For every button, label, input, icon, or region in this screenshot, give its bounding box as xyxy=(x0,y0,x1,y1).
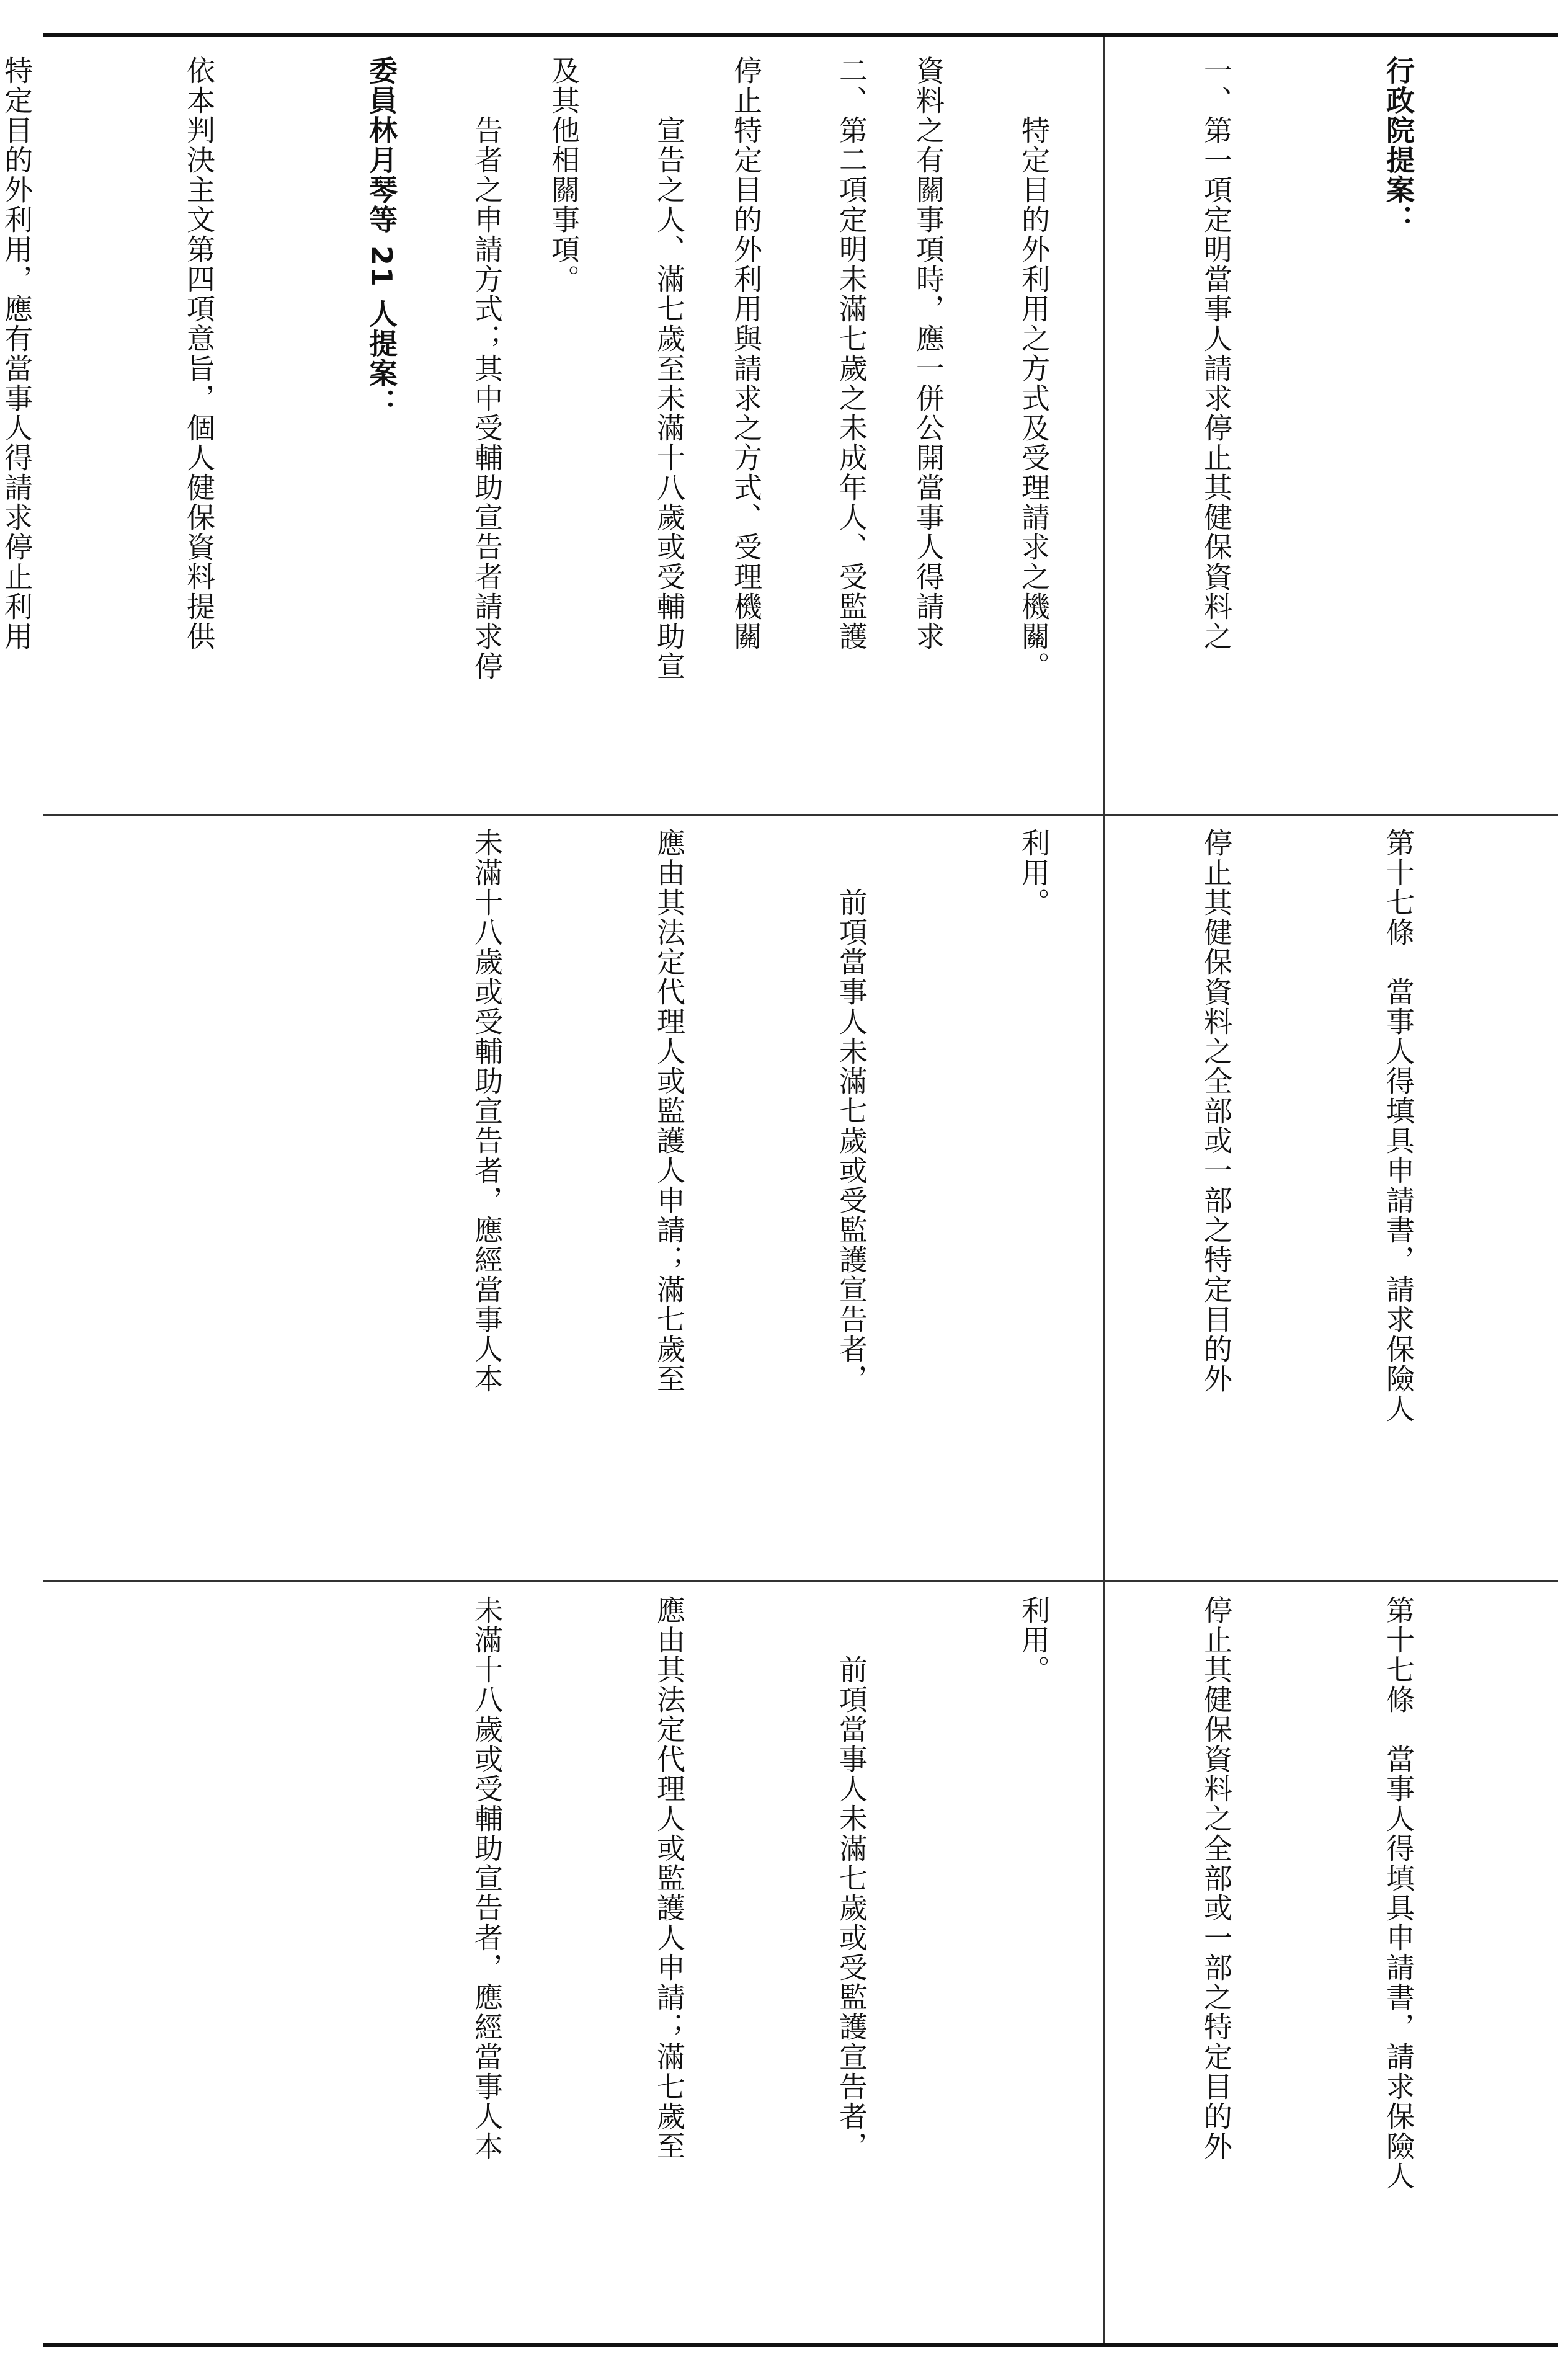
continuation-line-2: 停止特定目的外利用與請求之方式、受理機關 xyxy=(729,56,763,651)
row-separator-1 xyxy=(43,814,1558,816)
bottom-rule xyxy=(43,2343,1558,2347)
middle-line-4: 前項當事人未滿七歲或受監護宣告者， xyxy=(835,828,868,1394)
bottom-line-1: 第十七條 當事人得填具申請書，請求保險人 xyxy=(1382,1595,1415,2191)
article-17-middle xyxy=(470,828,1551,1569)
bottom-line-5: 應由其法定代理人或監護人申請；滿七歲至 xyxy=(652,1595,686,2161)
proposal-line-2: 特定目的外利用，應有當事人得請求停止利用 xyxy=(0,56,33,651)
proposal-title: 委員林月琴等 21 人提案： xyxy=(365,56,398,419)
executive-line-4: 宣告之人、滿七歲至未滿十八歲或受輔助宣 xyxy=(652,56,686,681)
continuation-line-1: 資料之有關事項時，應一併公開當事人得請求 xyxy=(912,56,945,651)
proposal-line-1: 依本判決主文第四項意旨，個人健保資料提供 xyxy=(182,56,216,651)
top-rule xyxy=(43,33,1558,37)
middle-line-3: 利用。 xyxy=(1017,828,1051,917)
bottom-line-3: 利用。 xyxy=(1017,1595,1051,1685)
executive-line-3: 二、第二項定明未滿七歲之未成年人、受監護 xyxy=(835,56,868,651)
bottom-line-2: 停止其健保資料之全部或一部之特定目的外 xyxy=(1200,1595,1233,2161)
executive-line-2: 特定目的外利用之方式及受理請求之機關。 xyxy=(1017,56,1051,681)
executive-line-5: 告者之申請方式；其中受輔助宣告者請求停 xyxy=(470,56,504,681)
middle-line-1: 第十七條 當事人得填具申請書，請求保險人 xyxy=(1382,828,1415,1424)
middle-line-6: 未滿十八歲或受輔助宣告者，應經當事人本 xyxy=(470,828,504,1394)
bottom-line-4: 前項當事人未滿七歲或受監護宣告者， xyxy=(835,1595,868,2161)
bottom-line-6: 未滿十八歲或受輔助宣告者，應經當事人本 xyxy=(470,1595,504,2161)
continuation-line-3: 及其他相關事項。 xyxy=(547,56,581,294)
middle-line-5: 應由其法定代理人或監護人申請；滿七歲至 xyxy=(652,828,686,1394)
row-separator-2 xyxy=(43,1580,1558,1582)
article-17-bottom xyxy=(470,1595,1551,2337)
middle-line-2: 停止其健保資料之全部或一部之特定目的外 xyxy=(1200,828,1233,1394)
executive-line-1: 一、第一項定明當事人請求停止其健保資料之 xyxy=(1200,56,1233,651)
executive-proposal-title: 行政院提案： xyxy=(1382,56,1415,234)
